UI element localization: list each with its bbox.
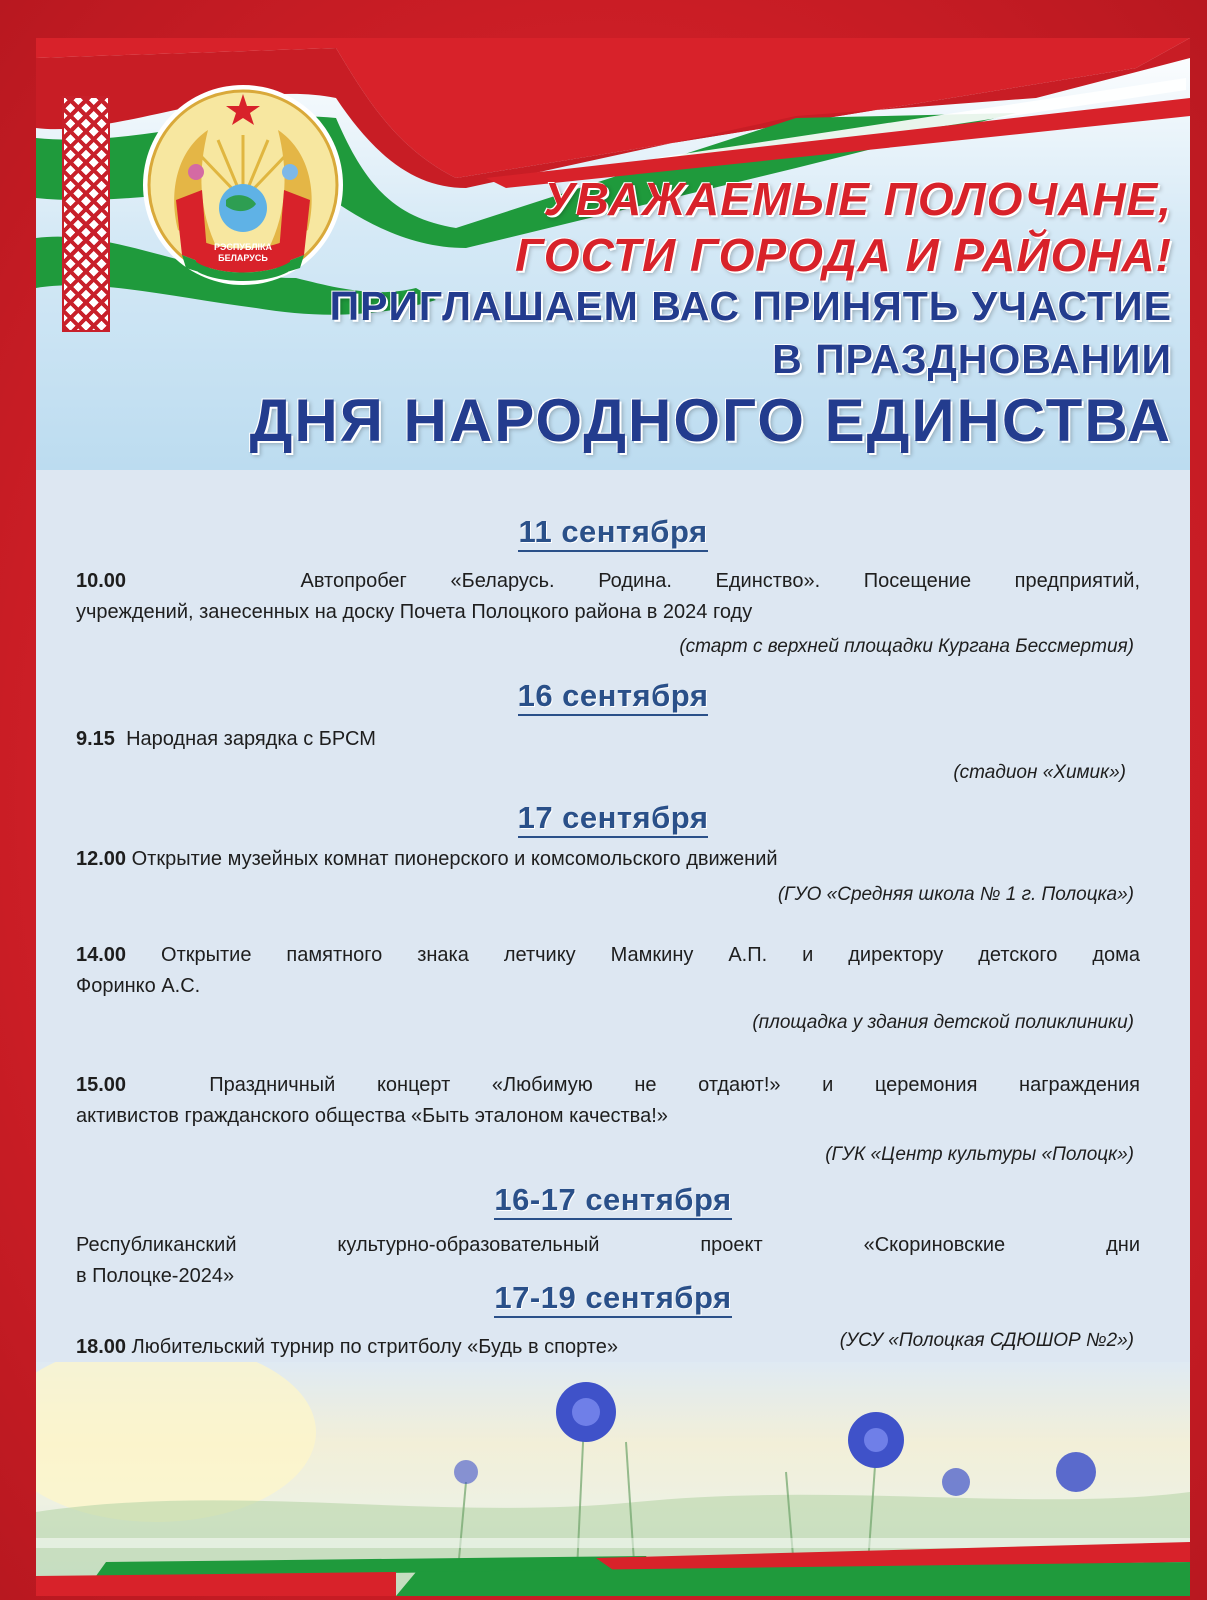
date-heading: 11 сентября: [36, 514, 1190, 552]
invite-line-2: В ПРАЗДНОВАНИИ: [772, 336, 1172, 382]
date-heading: 17-19 сентября: [36, 1280, 1190, 1318]
invite-line-1: ПРИГЛАШАЕМ ВАС ПРИНЯТЬ УЧАСТИЕ: [329, 283, 1172, 329]
event-location: (ГУК «Центр культуры «Полоцк»): [825, 1144, 1134, 1165]
poster-header: [36, 38, 1190, 470]
date-heading: 16 сентября: [36, 678, 1190, 716]
event-item: [76, 724, 1140, 755]
event-item: [76, 1070, 1140, 1132]
event-text-cont: в Полоцке-2024»: [76, 1265, 235, 1287]
event-time: 14.00: [76, 944, 127, 966]
event-location: (площадка у здания детской поликлиники): [752, 1012, 1134, 1033]
event-text: Открытие памятного знака летчику Мамкину А.П. и директору детского дома: [161, 944, 1140, 966]
emblem-banner-text: [198, 242, 288, 264]
event-text-cont: учреждений, занесенных на доску Почета Полоцкого района в 2024 году: [76, 601, 753, 623]
greeting-line-1: УВАЖАЕМЫЕ ПОЛОЧАНЕ,: [543, 173, 1172, 225]
emblem-text-line2: БЕЛАРУСЬ: [218, 253, 268, 263]
event-location: (ГУО «Средняя школа № 1 г. Полоцка»): [777, 884, 1134, 905]
event-location: (стадион «Химик»): [953, 762, 1126, 783]
national-ornament-strip: [62, 96, 110, 332]
event-text: Праздничный концерт «Любимую не отдают!» и церемония награждения: [209, 1074, 1140, 1096]
event-time: 9.15: [76, 728, 115, 750]
event-location: (УСУ «Полоцкая СДЮШОР №2»): [839, 1330, 1134, 1351]
event-text: Любительский турнир по стритболу «Будь в спорте»: [131, 1336, 618, 1358]
event-item: [76, 566, 1140, 628]
emblem-text-line1: РЭСПУБЛІКА: [213, 242, 273, 252]
poster-footer: [36, 1362, 1190, 1596]
event-text: Республиканский культурно-образовательный проект «Скориновские дни: [76, 1234, 1140, 1256]
event-time: 18.00: [76, 1336, 127, 1358]
event-text-cont: активистов гражданского общества «Быть эталоном качества!»: [76, 1105, 668, 1127]
holiday-title: ДНЯ НАРОДНОГО ЕДИНСТВА: [249, 387, 1172, 454]
state-emblem: [138, 80, 348, 290]
event-time: 12.00: [76, 848, 127, 870]
event-text: Открытие музейных комнат пионерского и комсомольского движений: [131, 848, 778, 870]
event-item: [76, 844, 1140, 875]
schedule: [36, 470, 1190, 1370]
event-text-cont: Форинко А.С.: [76, 975, 201, 997]
cornflower-field-graphic: [36, 1362, 1190, 1596]
date-heading: 16-17 сентября: [36, 1182, 1190, 1220]
event-text: Народная зарядка с БРСМ: [126, 728, 376, 750]
greeting-line-2: ГОСТИ ГОРОДА И РАЙОНА!: [515, 229, 1172, 281]
event-time: 10.00: [76, 570, 127, 592]
event-item: [76, 940, 1140, 1002]
event-text: Автопробег «Беларусь. Родина. Единство». Посещение предприятий,: [300, 570, 1140, 592]
date-heading: 17 сентября: [36, 800, 1190, 838]
poster: [36, 38, 1190, 1596]
event-time: 15.00: [76, 1074, 127, 1096]
event-location: (старт с верхней площадки Кургана Бессмертия): [679, 636, 1134, 657]
